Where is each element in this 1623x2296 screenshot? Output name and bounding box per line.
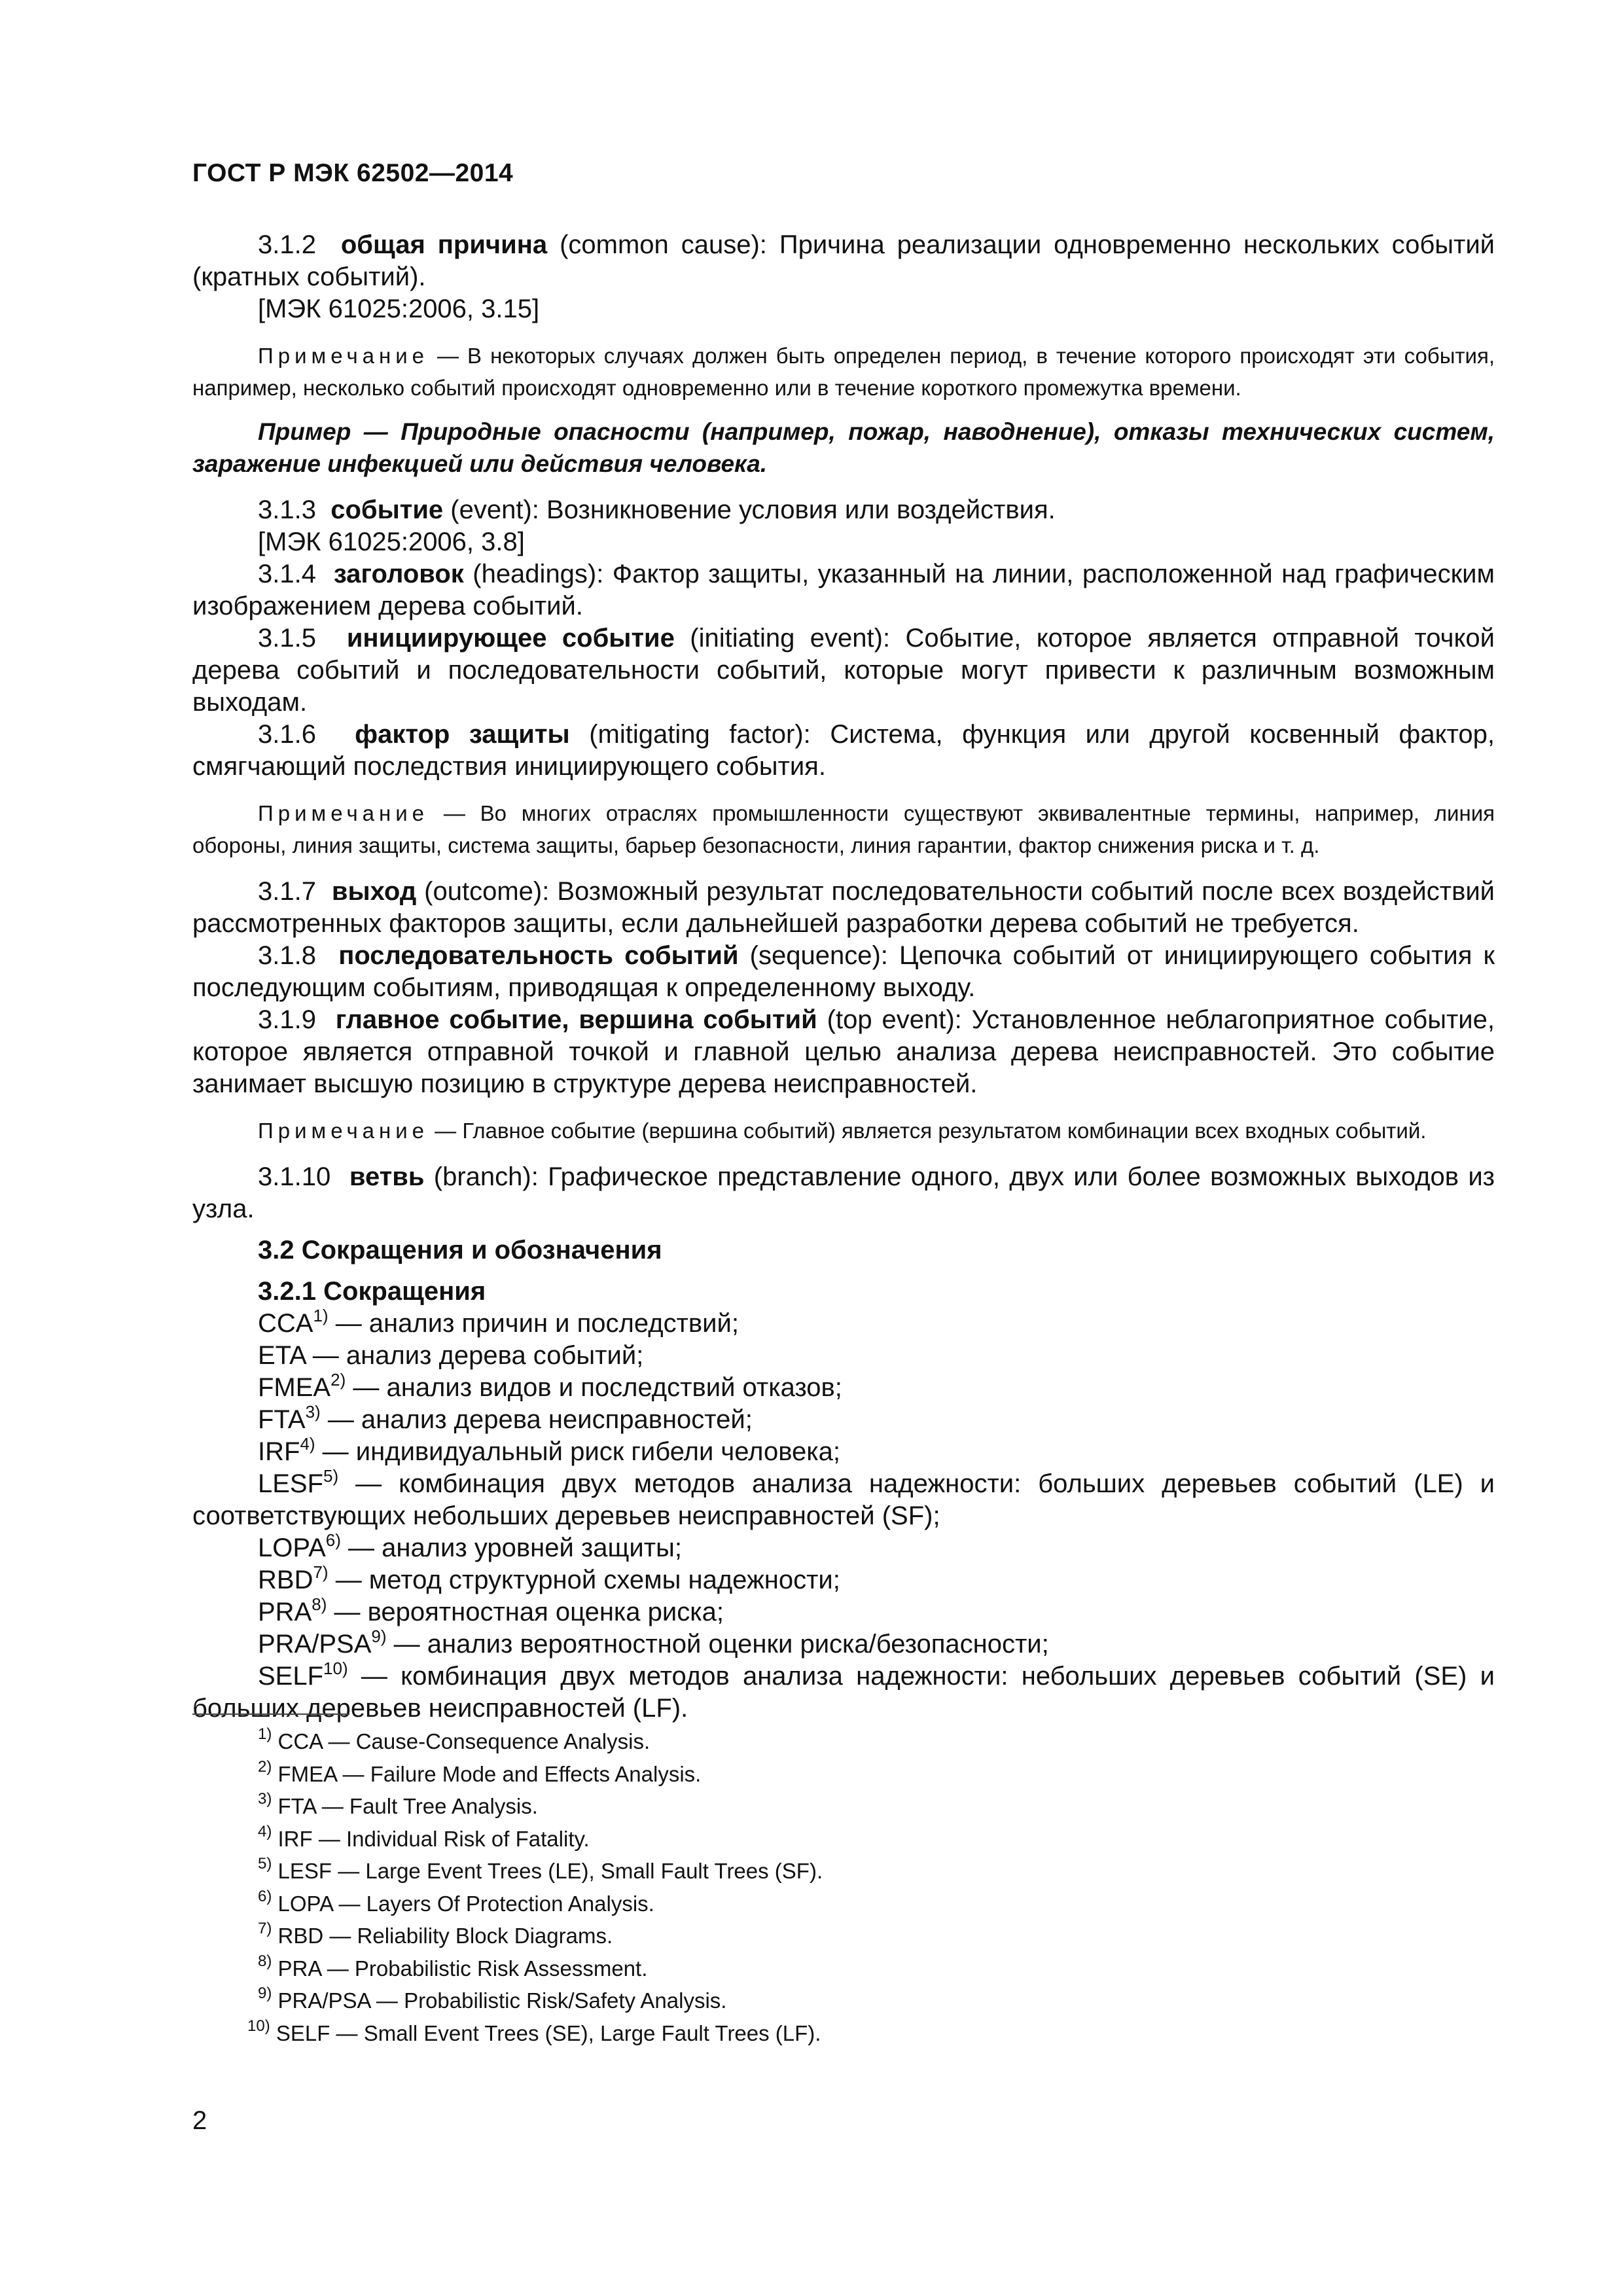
footnote-marker: 4) (300, 1433, 315, 1454)
term-definition: Система, функция или другой косвенный фактор, смягчающий последствия инициирующего события. (192, 720, 1495, 781)
term-number: 3.1.4 (258, 560, 316, 588)
footnote (258, 1725, 823, 1758)
footnote (258, 1984, 823, 2017)
term-english: (outcome): (416, 877, 558, 906)
note-text: — В некоторых случаях должен быть определен период, в течение которого происходят эти события, например, несколько событий происходят одновременно или в течение короткого промежутка времени. (192, 344, 1495, 400)
footnote-mark: 2) (258, 1757, 272, 1776)
term-english: (top event): (817, 1005, 972, 1034)
term-name: общая причина (340, 230, 548, 259)
term-3-1-9 (192, 1004, 1495, 1100)
term-number: 3.1.6 (258, 720, 316, 749)
abbreviation: ETA (258, 1341, 306, 1370)
term-definition: Событие, которое является отправной точкой дерева событий и последовательности событий, которые могут привести к различным возможным выходам. (192, 624, 1495, 717)
footnote-mark: 1) (258, 1725, 272, 1743)
section-heading-3-2: 3.2 Сокращения и обозначения (258, 1236, 662, 1265)
term-reference: [МЭК 61025:2006, 3.8] (258, 528, 525, 556)
term-definition: Фактор защиты, указанный на линии, расположенной над графическим изображением дерева событий. (192, 560, 1495, 620)
abbreviation-text: — анализ видов и последствий отказов; (346, 1373, 842, 1402)
term-number: 3.1.3 (258, 495, 316, 524)
abbreviation-item (192, 1660, 1495, 1725)
footnote-marker: 9) (371, 1626, 387, 1646)
footnote-marker: 8) (312, 1594, 327, 1614)
footnote (258, 1855, 823, 1888)
note-label: Примечание (258, 801, 429, 825)
abbreviation-item (192, 1401, 1495, 1436)
footnote-marker: 10) (323, 1658, 348, 1678)
footnotes (247, 1725, 823, 2049)
footnote-text: PRA — Probabilistic Risk Assessment. (272, 1956, 648, 1981)
term-english: (mitigating factor): (569, 720, 830, 749)
abbreviation: FMEA (258, 1373, 331, 1402)
footnote-separator (192, 1713, 349, 1715)
footnote-text: IRF — Individual Risk of Fatality. (272, 1826, 590, 1851)
term-name: заголовок (333, 560, 464, 588)
abbreviation-list (192, 1305, 1495, 1725)
abbreviation: LOPA (258, 1534, 326, 1562)
note-2 (192, 797, 1495, 861)
abbreviation-item (192, 1628, 1495, 1660)
abbreviation-item (192, 1305, 1495, 1340)
note-text: — Во многих отраслях промышленности существуют эквивалентные термины, например, линия обороны, линия защиты, система защиты, барьер безопасности, линия гарантии, фактор снижения риска и т. д. (192, 801, 1495, 857)
abbreviation-item (192, 1369, 1495, 1404)
note-text: — Главное событие (вершина событий) является результатом комбинации всех входных событий. (429, 1119, 1427, 1143)
abbreviation-item (192, 1596, 1495, 1628)
term-3-1-8 (192, 940, 1495, 1004)
term-3-1-10 (192, 1161, 1495, 1225)
abbreviation-text: — комбинация двух методов анализа надежности: небольших деревьев событий (SE) и больших деревьев неисправностей (LF). (192, 1662, 1495, 1723)
abbreviation: PRA/PSA (258, 1630, 372, 1659)
footnote-text: SELF — Small Event Trees (SE), Large Fault Trees (LF). (270, 2020, 821, 2045)
term-3-1-3 (192, 494, 1495, 526)
footnote-marker: 1) (313, 1305, 329, 1325)
footnote (258, 1823, 823, 1856)
term-3-1-2 (192, 229, 1495, 293)
term-name: выход (331, 877, 417, 906)
abbreviation-text: — вероятностная оценка риска; (327, 1598, 724, 1626)
term-english: (sequence): (738, 941, 900, 970)
abbreviation-text: — анализ уровней защиты; (340, 1534, 682, 1562)
term-reference: [МЭК 61025:2006, 3.15] (258, 295, 540, 323)
footnote-text: RBD — Reliability Block Diagrams. (272, 1924, 613, 1948)
document-header: ГОСТ Р МЭК 62502—2014 (192, 159, 514, 187)
example: Пример — Природные опасности (например, пожар, наводнение), отказы технических систем, заражение инфекцией или действия человека. (192, 418, 1495, 477)
term-name: последовательность событий (338, 941, 739, 970)
footnote-mark: 6) (258, 1887, 272, 1905)
term-english: (branch): (424, 1162, 548, 1191)
term-name: ветвь (349, 1162, 425, 1191)
term-definition: Причина реализации одновременно нескольких событий (кратных событий). (192, 230, 1495, 291)
term-name: главное событие, вершина событий (335, 1005, 817, 1034)
note-label: Примечание (258, 344, 429, 368)
footnote (258, 1952, 823, 1985)
term-number: 3.1.5 (258, 624, 316, 653)
term-3-1-4 (192, 558, 1495, 622)
term-number: 3.1.9 (258, 1005, 316, 1034)
footnote (258, 1888, 823, 1920)
abbreviation-item (192, 1340, 1495, 1372)
footnote-mark: 8) (258, 1952, 272, 1970)
abbreviation-text: — анализ дерева неисправностей; (320, 1405, 753, 1434)
abbreviation-text: — метод структурной схемы надежности; (328, 1566, 840, 1594)
footnote-text: FMEA — Failure Mode and Effects Analysis. (272, 1761, 702, 1786)
note-3 (192, 1115, 1495, 1147)
note-label: Примечание (258, 1119, 429, 1143)
term-name: событие (330, 495, 444, 524)
abbreviation: FTA (258, 1405, 306, 1434)
term-definition: Установленное неблагоприятное событие, которое является отправной точкой и главной целью анализа дерева неисправностей. Это событие занимает высшую позицию в структуре дерева неисправностей. (192, 1005, 1495, 1098)
term-number: 3.1.2 (258, 230, 316, 259)
abbreviation-text: — анализ вероятностной оценки риска/безопасности; (386, 1630, 1049, 1659)
term-number: 3.1.7 (258, 877, 316, 906)
footnote-marker: 7) (313, 1562, 329, 1582)
term-name: фактор защиты (355, 720, 570, 749)
footnote-mark: 10) (247, 2017, 270, 2035)
footnote-mark: 9) (258, 1984, 272, 2002)
abbreviation: CCA (258, 1309, 313, 1338)
abbreviation-item (192, 1465, 1495, 1532)
abbreviation: PRA (258, 1598, 312, 1626)
abbreviation: IRF (258, 1437, 300, 1466)
abbreviation: LESF (258, 1469, 324, 1498)
abbreviation-text: — анализ дерева событий; (305, 1341, 644, 1370)
footnote (247, 2017, 823, 2050)
term-3-1-6 (192, 719, 1495, 783)
abbreviation-item (192, 1564, 1495, 1596)
footnote-mark: 3) (258, 1790, 272, 1808)
abbreviation-text: — анализ причин и последствий; (328, 1309, 739, 1338)
term-definition: Возможный результат последовательности событий после всех воздействий рассмотренных факторов защиты, если дальнейшей разработки дерева событий не требуется. (192, 877, 1495, 938)
section-heading-3-2-1: 3.2.1 Сокращения (258, 1277, 486, 1306)
footnote (258, 1920, 823, 1952)
term-english: (initiating event): (674, 624, 906, 653)
footnote-marker: 5) (323, 1465, 339, 1486)
footnote-text: FTA — Fault Tree Analysis. (272, 1794, 538, 1818)
term-definition: Цепочка событий от инициирующего события к последующим событиям, приводящая к определенному выходу. (192, 941, 1495, 1002)
footnote-marker: 3) (305, 1401, 321, 1422)
term-english: (common cause): (547, 230, 779, 259)
footnote-mark: 4) (258, 1822, 272, 1840)
term-definition: Возникновение условия или воздействия. (546, 495, 1056, 524)
term-name: инициирующее событие (346, 624, 675, 653)
page-number: 2 (192, 2106, 207, 2135)
footnote-mark: 7) (258, 1920, 272, 1937)
abbreviation-item (192, 1532, 1495, 1564)
footnote-marker: 2) (330, 1369, 346, 1390)
term-number: 3.1.10 (258, 1162, 331, 1191)
footnote-mark: 5) (258, 1855, 272, 1873)
term-3-1-5 (192, 622, 1495, 719)
abbreviation: RBD (258, 1566, 313, 1594)
note-1 (192, 340, 1495, 404)
abbreviation: SELF (258, 1662, 324, 1691)
term-english: (headings): (463, 560, 613, 588)
term-english: (event): (443, 495, 547, 524)
term-number: 3.1.8 (258, 941, 316, 970)
footnote (258, 1758, 823, 1791)
footnote-marker: 6) (325, 1530, 341, 1550)
term-3-1-7 (192, 876, 1495, 940)
term-definition: Графическое представление одного, двух или более возможных выходов из узла. (192, 1162, 1495, 1223)
footnote-text: PRA/PSA — Probabilistic Risk/Safety Analysis. (272, 1988, 727, 2013)
abbreviation-text: — комбинация двух методов анализа надежности: больших деревьев событий (LE) и соответствующих небольших деревьев неисправностей (SF); (192, 1469, 1495, 1530)
document-body (192, 229, 1495, 1725)
abbreviation-text: — индивидуальный риск гибели человека; (315, 1437, 841, 1466)
document-page (192, 0, 1495, 2296)
footnote-text: LESF — Large Event Trees (LE), Small Fault Trees (SF). (272, 1859, 823, 1883)
abbreviation-item (192, 1433, 1495, 1468)
footnote (258, 1790, 823, 1823)
footnote-text: CCA — Cause-Consequence Analysis. (272, 1729, 651, 1753)
footnote-text: LOPA — Layers Of Protection Analysis. (272, 1891, 654, 1916)
